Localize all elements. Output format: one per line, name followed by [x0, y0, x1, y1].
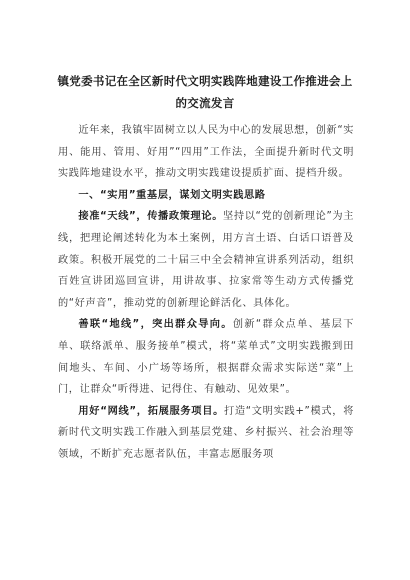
paragraph-3-text: 打造“文明实践+”模式，将新时代文明实践工作融入到基层党建、乡村振兴、社会治理等领域，不断扩充志愿者队伍，丰富志愿服务项 — [58, 405, 354, 460]
paragraph-1-lead: 接准“天线”，传播政策理论。 — [78, 211, 224, 223]
document-title — [40, 70, 370, 114]
paragraph-3 — [58, 401, 354, 466]
paragraph-2-text: 创新“群众点单、基层下单、联络派单、服务接单”模式，将“菜单式”文明实践搬到田间地头、车间、小广场等场所，根据群众需求实际送“菜”上门，让群众“听得进、记得住、有触动、见效果”。 — [58, 319, 354, 396]
intro-paragraph: 近年来，我镇牢固树立以人民为中心的发展思想，创新“实用、能用、管用、好用”“四用”工作法，全面提升新时代文明实践阵地建设水平，推动文明实践建设提质扩面、提档升级。 — [58, 125, 354, 180]
paragraph-3-lead: 用好“网线”，拓展服务项目。 — [78, 405, 224, 417]
title-line-2: 的交流发言 — [175, 96, 235, 110]
document-body — [58, 120, 354, 466]
paragraph-1 — [58, 206, 354, 314]
paragraph-2-lead: 善联“地线”，突出群众导向。 — [78, 319, 233, 331]
paragraph-1-text: 坚持以“党的创新理论”为主线，把理论阐述转化为本土案例，用方言土语、白话口语普及政策。积极开展党的二十届三中全会精神宣讲系列活动，组织百姓宣讲团巡回宣讲，用讲故事、拉家常等生动方式传播党的“好声音”，推动党的创新理论鲜活化、具体化。 — [58, 211, 354, 309]
section-heading: 一、“实用”重基层，谋划文明实践思路 — [78, 189, 266, 201]
paragraph-2 — [58, 314, 354, 400]
title-line-1: 镇党委书记在全区新时代文明实践阵地建设工作推进会上 — [57, 74, 353, 88]
